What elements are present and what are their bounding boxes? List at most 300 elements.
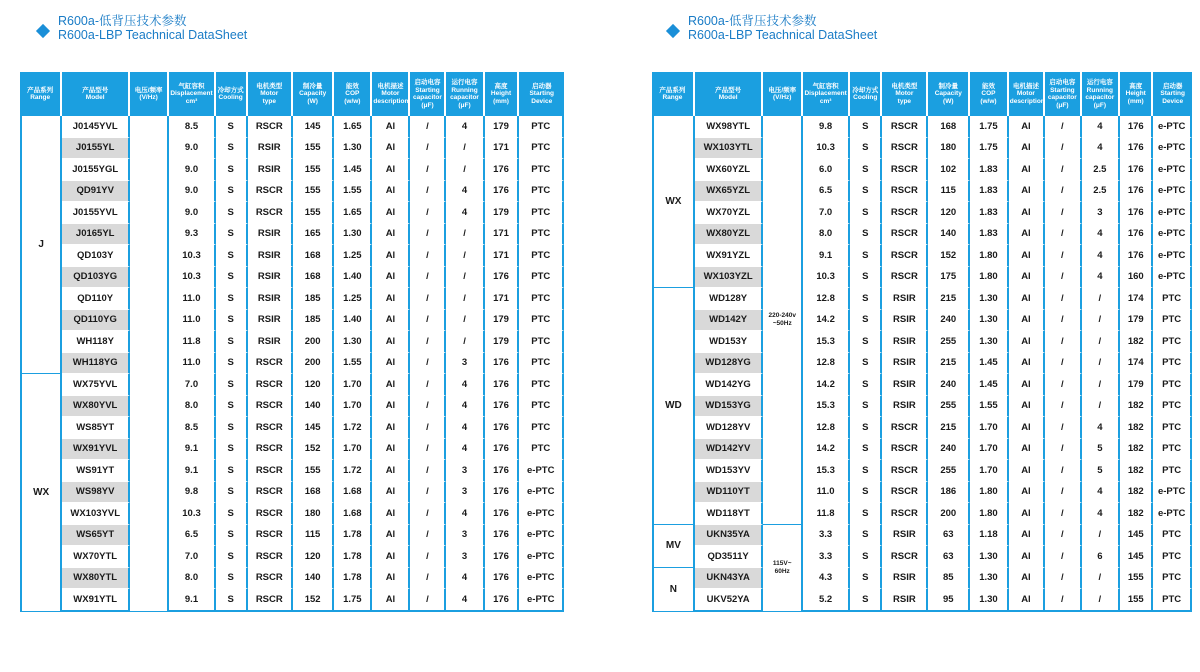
value-cell: S <box>850 482 882 504</box>
value-cell: PTC <box>519 245 564 267</box>
model-cell: WD153YV <box>695 460 764 482</box>
value-cell: / <box>446 245 484 267</box>
value-cell: 171 <box>485 245 520 267</box>
value-cell: / <box>1045 159 1081 181</box>
value-cell: Al <box>372 202 410 224</box>
value-cell: PTC <box>519 396 564 418</box>
value-cell: / <box>410 546 446 568</box>
value-cell: 120 <box>293 374 334 396</box>
value-cell: PTC <box>519 417 564 439</box>
value-cell: 176 <box>485 417 520 439</box>
model-cell: QD103YG <box>62 267 130 289</box>
value-cell: / <box>1045 224 1081 246</box>
value-cell: S <box>216 331 248 353</box>
value-cell: 120 <box>293 546 334 568</box>
value-cell: 171 <box>485 138 520 160</box>
table-row <box>20 353 564 375</box>
value-cell: 1.75 <box>334 589 372 612</box>
column-header: 产品系列 Range <box>652 72 695 116</box>
value-cell: 1.30 <box>970 568 1009 590</box>
table-row <box>652 245 1192 267</box>
model-cell: WD142YG <box>695 374 764 396</box>
value-cell: S <box>216 138 248 160</box>
table-row <box>652 202 1192 224</box>
value-cell: RSIR <box>882 331 928 353</box>
value-cell: e-PTC <box>519 568 564 590</box>
value-cell: 155 <box>1120 568 1153 590</box>
value-cell: PTC <box>1153 310 1192 332</box>
value-cell: e-PTC <box>1153 202 1192 224</box>
column-header: 制冷量 Capacity (W) <box>928 72 970 116</box>
value-cell: 1.25 <box>334 245 372 267</box>
value-cell: 4 <box>446 439 484 461</box>
value-cell: / <box>1045 546 1081 568</box>
value-cell: 10.3 <box>169 503 216 525</box>
value-cell: 7.0 <box>169 374 216 396</box>
value-cell: 9.1 <box>169 460 216 482</box>
value-cell: 176 <box>485 503 520 525</box>
value-cell: / <box>410 417 446 439</box>
value-cell: e-PTC <box>519 482 564 504</box>
value-cell: RSCR <box>882 224 928 246</box>
model-cell: WX60YZL <box>695 159 764 181</box>
value-cell: 155 <box>293 138 334 160</box>
value-cell: 160 <box>1120 267 1153 289</box>
table-row <box>20 116 564 138</box>
value-cell: 8.5 <box>169 116 216 138</box>
value-cell: 115 <box>293 525 334 547</box>
value-cell: 8.5 <box>169 417 216 439</box>
model-cell: WS91YT <box>62 460 130 482</box>
value-cell: 176 <box>1120 159 1153 181</box>
value-cell: Al <box>372 288 410 310</box>
value-cell: RSIR <box>882 288 928 310</box>
model-cell: WX70YZL <box>695 202 764 224</box>
value-cell: PTC <box>1153 525 1192 547</box>
value-cell: 5 <box>1082 439 1121 461</box>
table-row <box>20 525 564 547</box>
value-cell: 4 <box>446 181 484 203</box>
value-cell: / <box>446 224 484 246</box>
table-row <box>652 503 1192 525</box>
table-header-row <box>20 72 564 116</box>
value-cell: e-PTC <box>519 525 564 547</box>
value-cell: Al <box>1009 224 1045 246</box>
table-row <box>20 288 564 310</box>
voltage-cell <box>130 116 169 612</box>
value-cell: e-PTC <box>1153 181 1192 203</box>
value-cell: RSIR <box>248 288 294 310</box>
column-header: 产品型号 Model <box>695 72 764 116</box>
value-cell: 4 <box>1082 138 1121 160</box>
table-row <box>652 396 1192 418</box>
value-cell: 1.80 <box>970 503 1009 525</box>
model-cell: WD153Y <box>695 331 764 353</box>
column-header: 启动电容 Starting capacitor (μF) <box>1045 72 1081 116</box>
value-cell: 3 <box>446 482 484 504</box>
value-cell: S <box>850 159 882 181</box>
value-cell: S <box>216 224 248 246</box>
model-cell: WX65YZL <box>695 181 764 203</box>
table-row <box>652 224 1192 246</box>
right-title-block <box>668 14 877 42</box>
value-cell: 120 <box>928 202 970 224</box>
value-cell: 1.83 <box>970 224 1009 246</box>
model-cell: QD110Y <box>62 288 130 310</box>
value-cell: RSCR <box>882 245 928 267</box>
value-cell: 176 <box>485 396 520 418</box>
value-cell: 174 <box>1120 353 1153 375</box>
value-cell: e-PTC <box>1153 482 1192 504</box>
model-cell: J0155YL <box>62 138 130 160</box>
value-cell: PTC <box>519 288 564 310</box>
value-cell: / <box>1082 589 1121 612</box>
value-cell: / <box>446 331 484 353</box>
table-row <box>20 202 564 224</box>
value-cell: / <box>1045 525 1081 547</box>
value-cell: 168 <box>928 116 970 138</box>
value-cell: e-PTC <box>519 460 564 482</box>
value-cell: PTC <box>519 116 564 138</box>
value-cell: S <box>850 331 882 353</box>
value-cell: RSIR <box>248 331 294 353</box>
value-cell: / <box>410 503 446 525</box>
value-cell: 176 <box>485 460 520 482</box>
value-cell: 11.0 <box>169 288 216 310</box>
value-cell: 63 <box>928 525 970 547</box>
value-cell: RSIR <box>248 310 294 332</box>
value-cell: / <box>446 288 484 310</box>
value-cell: RSIR <box>882 525 928 547</box>
model-cell: QD3511Y <box>695 546 764 568</box>
value-cell: 10.3 <box>803 138 850 160</box>
value-cell: / <box>1045 589 1081 612</box>
model-cell: WX80YVL <box>62 396 130 418</box>
model-cell: WD128YG <box>695 353 764 375</box>
table-row <box>652 589 1192 612</box>
value-cell: 1.40 <box>334 310 372 332</box>
value-cell: RSCR <box>882 267 928 289</box>
value-cell: 1.45 <box>970 353 1009 375</box>
value-cell: Al <box>372 396 410 418</box>
value-cell: RSCR <box>248 181 294 203</box>
value-cell: RSCR <box>248 202 294 224</box>
value-cell: 185 <box>293 310 334 332</box>
value-cell: 240 <box>928 310 970 332</box>
value-cell: 4 <box>1082 417 1121 439</box>
value-cell: S <box>216 396 248 418</box>
value-cell: Al <box>1009 116 1045 138</box>
value-cell: S <box>850 460 882 482</box>
value-cell: Al <box>1009 245 1045 267</box>
value-cell: Al <box>1009 202 1045 224</box>
value-cell: Al <box>1009 181 1045 203</box>
value-cell: 171 <box>485 288 520 310</box>
value-cell: RSCR <box>248 568 294 590</box>
value-cell: 4 <box>446 116 484 138</box>
value-cell: RSCR <box>882 503 928 525</box>
value-cell: 176 <box>485 546 520 568</box>
value-cell: S <box>850 138 882 160</box>
value-cell: 176 <box>485 525 520 547</box>
table-row <box>652 525 1192 547</box>
value-cell: S <box>850 224 882 246</box>
value-cell: PTC <box>1153 288 1192 310</box>
model-cell: WX103YZL <box>695 267 764 289</box>
value-cell: 1.70 <box>334 396 372 418</box>
value-cell: Al <box>372 181 410 203</box>
value-cell: 4 <box>1082 503 1121 525</box>
value-cell: RSIR <box>882 374 928 396</box>
value-cell: Al <box>1009 396 1045 418</box>
value-cell: 1.70 <box>970 417 1009 439</box>
value-cell: PTC <box>1153 439 1192 461</box>
value-cell: RSCR <box>248 503 294 525</box>
value-cell: 12.8 <box>803 353 850 375</box>
value-cell: 1.68 <box>334 503 372 525</box>
value-cell: 1.30 <box>970 331 1009 353</box>
value-cell: Al <box>372 439 410 461</box>
model-cell: WD142YV <box>695 439 764 461</box>
value-cell: 1.83 <box>970 159 1009 181</box>
value-cell: PTC <box>519 224 564 246</box>
value-cell: Al <box>1009 546 1045 568</box>
value-cell: 15.3 <box>803 396 850 418</box>
value-cell: 4 <box>446 396 484 418</box>
value-cell: 155 <box>293 159 334 181</box>
value-cell: 1.80 <box>970 245 1009 267</box>
value-cell: RSIR <box>248 245 294 267</box>
value-cell: Al <box>372 482 410 504</box>
table-row <box>652 159 1192 181</box>
value-cell: 255 <box>928 331 970 353</box>
diamond-bullet-icon <box>36 24 50 38</box>
model-cell: WX80YZL <box>695 224 764 246</box>
left-title-block <box>38 14 247 42</box>
value-cell: 7.0 <box>803 202 850 224</box>
column-header: 电机类型 Motor type <box>248 72 294 116</box>
value-cell: S <box>216 181 248 203</box>
model-cell: WX80YTL <box>62 568 130 590</box>
value-cell: PTC <box>519 267 564 289</box>
table-row <box>652 267 1192 289</box>
value-cell: 176 <box>1120 181 1153 203</box>
value-cell: 176 <box>1120 202 1153 224</box>
value-cell: PTC <box>1153 396 1192 418</box>
column-header: 能效 COP (w/w) <box>334 72 372 116</box>
value-cell: S <box>850 417 882 439</box>
value-cell: 1.70 <box>970 460 1009 482</box>
value-cell: Al <box>372 374 410 396</box>
value-cell: Al <box>1009 159 1045 181</box>
value-cell: 240 <box>928 439 970 461</box>
value-cell: PTC <box>1153 546 1192 568</box>
table-row <box>20 224 564 246</box>
range-cell: J <box>20 116 62 374</box>
value-cell: 1.45 <box>334 159 372 181</box>
value-cell: Al <box>1009 138 1045 160</box>
value-cell: 1.55 <box>970 396 1009 418</box>
table-row <box>20 589 564 612</box>
value-cell: 176 <box>485 589 520 612</box>
value-cell: 145 <box>293 116 334 138</box>
value-cell: Al <box>372 331 410 353</box>
value-cell: 1.83 <box>970 202 1009 224</box>
left-title-cn: R600a-低背压技术参数 <box>58 14 187 28</box>
model-cell: WX70YTL <box>62 546 130 568</box>
value-cell: e-PTC <box>1153 503 1192 525</box>
value-cell: 11.0 <box>169 310 216 332</box>
value-cell: Al <box>1009 503 1045 525</box>
value-cell: / <box>1045 374 1081 396</box>
value-cell: 145 <box>1120 546 1153 568</box>
value-cell: / <box>410 224 446 246</box>
value-cell: 9.1 <box>169 589 216 612</box>
value-cell: 3 <box>446 353 484 375</box>
value-cell: S <box>850 503 882 525</box>
model-cell: WD128Y <box>695 288 764 310</box>
value-cell: Al <box>372 503 410 525</box>
column-header: 能效 COP (w/w) <box>970 72 1009 116</box>
column-header: 冷却方式 Cooling <box>850 72 882 116</box>
value-cell: PTC <box>1153 460 1192 482</box>
voltage-cell: 115V~ 60Hz <box>763 525 803 612</box>
value-cell: 200 <box>293 353 334 375</box>
value-cell: 179 <box>485 116 520 138</box>
value-cell: Al <box>1009 460 1045 482</box>
value-cell: 152 <box>293 589 334 612</box>
value-cell: 15.3 <box>803 331 850 353</box>
value-cell: 1.70 <box>970 439 1009 461</box>
value-cell: / <box>410 138 446 160</box>
model-cell: WH118YG <box>62 353 130 375</box>
value-cell: / <box>1082 568 1121 590</box>
value-cell: 1.68 <box>334 482 372 504</box>
table-row <box>20 482 564 504</box>
value-cell: Al <box>372 525 410 547</box>
value-cell: 9.0 <box>169 159 216 181</box>
value-cell: e-PTC <box>1153 267 1192 289</box>
value-cell: RSCR <box>882 417 928 439</box>
value-cell: / <box>446 310 484 332</box>
model-cell: J0145YVL <box>62 116 130 138</box>
value-cell: Al <box>1009 310 1045 332</box>
value-cell: Al <box>372 353 410 375</box>
table-row <box>652 568 1192 590</box>
value-cell: S <box>216 525 248 547</box>
value-cell: 9.0 <box>169 202 216 224</box>
column-header: 启动电容 Starting capacitor (μF) <box>410 72 446 116</box>
value-cell: / <box>1045 439 1081 461</box>
value-cell: / <box>410 439 446 461</box>
value-cell: Al <box>372 159 410 181</box>
value-cell: RSCR <box>248 482 294 504</box>
value-cell: RSCR <box>248 374 294 396</box>
table-row <box>20 138 564 160</box>
value-cell: Al <box>1009 353 1045 375</box>
value-cell: 3.3 <box>803 525 850 547</box>
column-header: 气缸容积 Displacement cm³ <box>169 72 216 116</box>
value-cell: PTC <box>1153 568 1192 590</box>
value-cell: 6 <box>1082 546 1121 568</box>
value-cell: 182 <box>1120 331 1153 353</box>
value-cell: PTC <box>1153 374 1192 396</box>
right-title-en: R600a-LBP Teachnical DataSheet <box>688 28 878 42</box>
table-header-row <box>652 72 1192 116</box>
value-cell: 179 <box>485 310 520 332</box>
value-cell: 4 <box>446 417 484 439</box>
value-cell: RSCR <box>882 460 928 482</box>
value-cell: S <box>216 245 248 267</box>
table-row <box>652 482 1192 504</box>
left-title-en: R600a-LBP Teachnical DataSheet <box>58 28 248 42</box>
value-cell: 11.8 <box>803 503 850 525</box>
value-cell: RSCR <box>248 417 294 439</box>
value-cell: 176 <box>485 439 520 461</box>
value-cell: RSIR <box>882 310 928 332</box>
value-cell: 176 <box>1120 245 1153 267</box>
value-cell: 6.5 <box>169 525 216 547</box>
value-cell: Al <box>1009 288 1045 310</box>
value-cell: S <box>216 267 248 289</box>
value-cell: / <box>1082 288 1121 310</box>
value-cell: 14.2 <box>803 374 850 396</box>
value-cell: PTC <box>519 374 564 396</box>
model-cell: WD142Y <box>695 310 764 332</box>
value-cell: 176 <box>485 159 520 181</box>
value-cell: 9.8 <box>803 116 850 138</box>
value-cell: S <box>216 482 248 504</box>
value-cell: 140 <box>293 568 334 590</box>
column-header: 启动器 Starting Device <box>1153 72 1192 116</box>
value-cell: S <box>216 116 248 138</box>
table-row <box>652 116 1192 138</box>
value-cell: 3.3 <box>803 546 850 568</box>
value-cell: S <box>850 546 882 568</box>
value-cell: e-PTC <box>519 589 564 612</box>
value-cell: 1.18 <box>970 525 1009 547</box>
value-cell: 1.78 <box>334 525 372 547</box>
value-cell: / <box>410 245 446 267</box>
column-header: 高度 Height (mm) <box>485 72 520 116</box>
value-cell: 3 <box>446 460 484 482</box>
value-cell: Al <box>1009 589 1045 612</box>
value-cell: 12.8 <box>803 417 850 439</box>
value-cell: / <box>410 396 446 418</box>
value-cell: / <box>410 267 446 289</box>
value-cell: 255 <box>928 396 970 418</box>
value-cell: / <box>1045 482 1081 504</box>
value-cell: 1.65 <box>334 116 372 138</box>
value-cell: 11.8 <box>169 331 216 353</box>
value-cell: 1.70 <box>334 439 372 461</box>
table-row <box>652 460 1192 482</box>
value-cell: RSCR <box>248 116 294 138</box>
value-cell: 1.45 <box>970 374 1009 396</box>
value-cell: / <box>1045 245 1081 267</box>
value-cell: 179 <box>1120 310 1153 332</box>
value-cell: Al <box>1009 439 1045 461</box>
model-cell: WX91YTL <box>62 589 130 612</box>
value-cell: 95 <box>928 589 970 612</box>
value-cell: 4 <box>1082 267 1121 289</box>
value-cell: 155 <box>293 202 334 224</box>
model-cell: WH118Y <box>62 331 130 353</box>
table-row <box>652 439 1192 461</box>
column-header: 电机描述 Motor description <box>1009 72 1045 116</box>
value-cell: PTC <box>1153 589 1192 612</box>
value-cell: S <box>850 288 882 310</box>
